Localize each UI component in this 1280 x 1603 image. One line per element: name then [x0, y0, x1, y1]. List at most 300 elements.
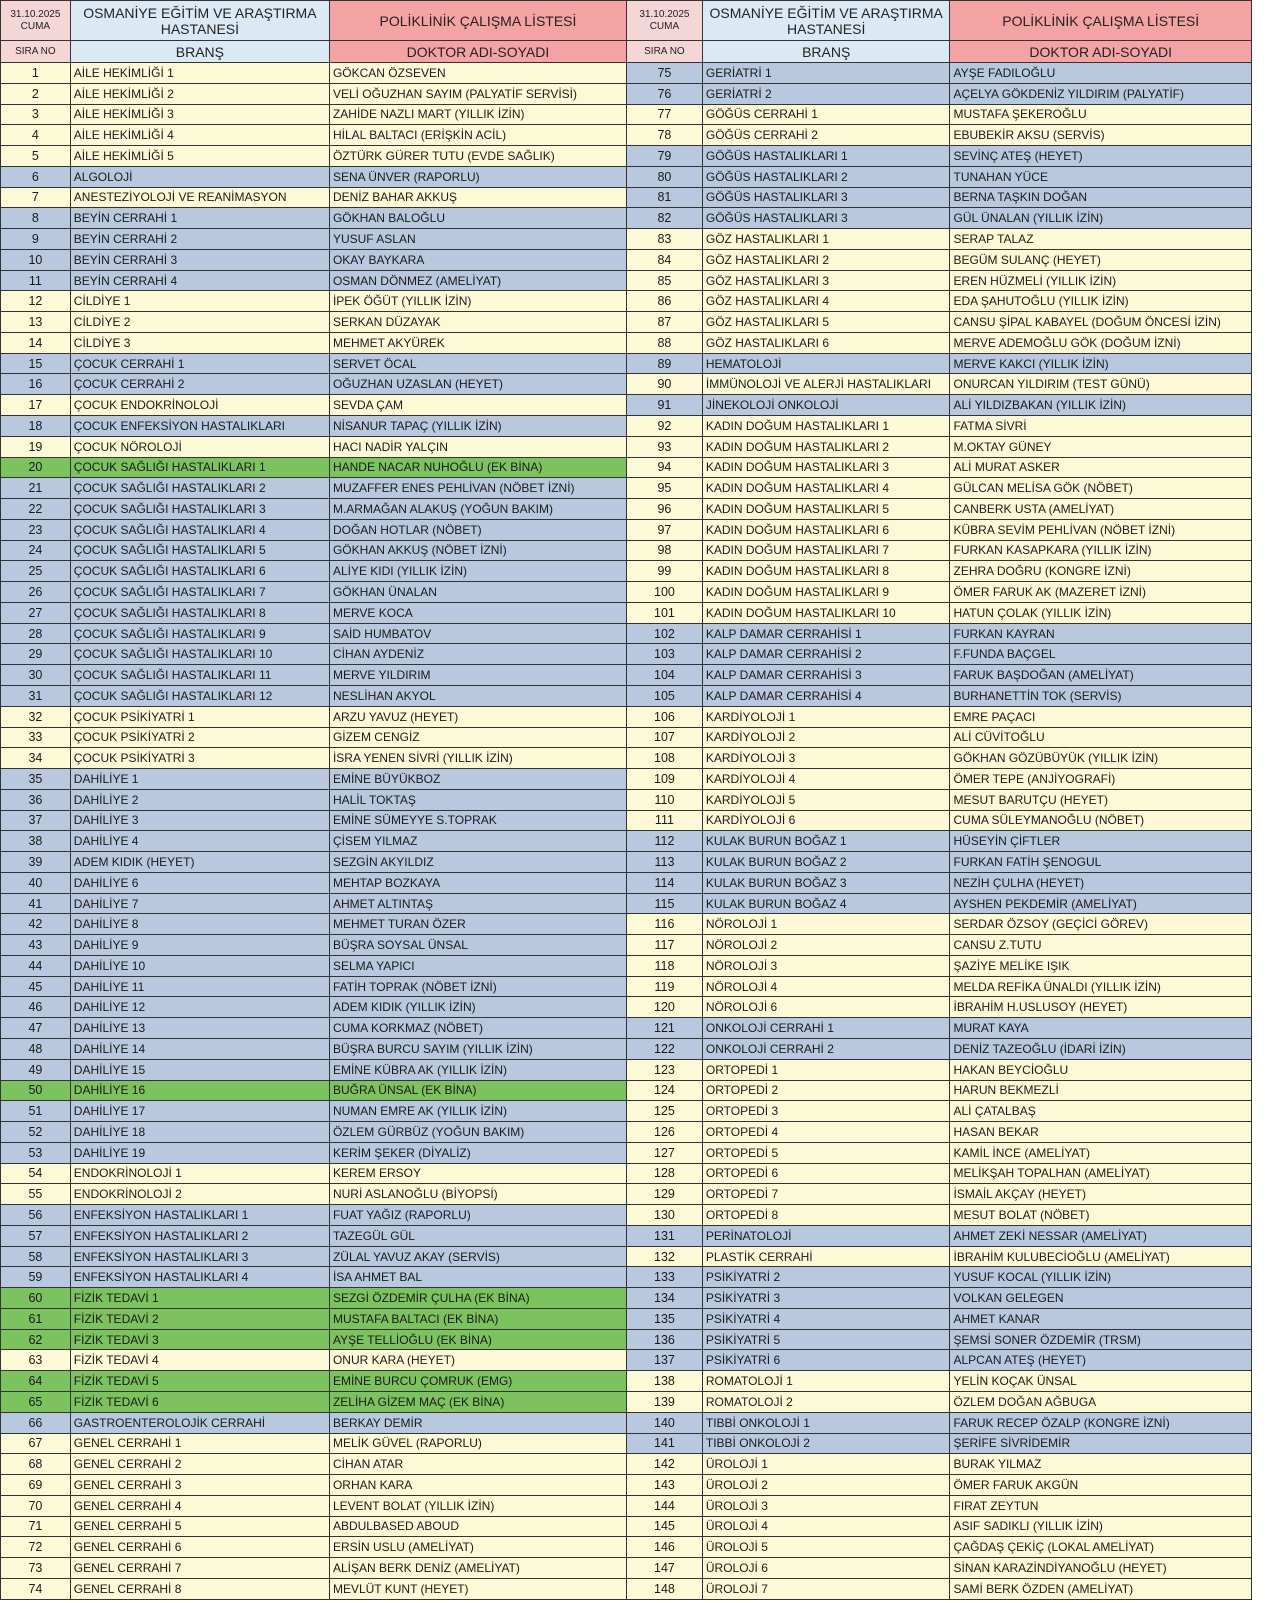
- branch-cell: ÇOCUK PSİKİYATRİ 3: [71, 748, 330, 768]
- row-number: 37: [1, 811, 71, 831]
- branch-cell: ÜROLOJİ 6: [703, 1558, 951, 1578]
- date-text: 31.10.2025: [639, 8, 690, 20]
- row-number: 118: [627, 956, 703, 976]
- branch-cell: ORTOPEDİ 1: [703, 1060, 951, 1080]
- row-number: 1: [1, 63, 71, 83]
- col-header-no: SIRA NO: [627, 41, 703, 62]
- table-row: [627, 1579, 1251, 1599]
- branch-cell: DAHİLİYE 19: [71, 1143, 330, 1163]
- branch-cell: GÖĞÜS HASTALIKLARI 1: [703, 146, 951, 166]
- doctor-cell: ZEHRA DOĞRU (KONGRE İZNİ): [953, 564, 1131, 579]
- branch-cell: KARDİYOLOJİ 1: [703, 707, 951, 727]
- row-number: 47: [1, 1018, 71, 1038]
- table-row: [1, 478, 626, 499]
- doctor-cell: ONUR KARA (HEYET): [332, 1353, 455, 1368]
- row-number: 56: [1, 1205, 71, 1225]
- row-number: 51: [1, 1101, 71, 1121]
- row-number: 80: [627, 167, 703, 187]
- table-row: [627, 146, 1251, 167]
- doctor-cell: AYŞE TELLİOĞLU (EK BİNA): [332, 1332, 492, 1347]
- table-row: [1, 977, 626, 998]
- branch-cell: FİZİK TEDAVİ 3: [71, 1330, 330, 1350]
- doctor-cell: İBRAHİM KULUBECİOĞLU (AMELİYAT): [953, 1249, 1170, 1264]
- row-number: 133: [627, 1267, 703, 1287]
- branch-cell: HEMATOLOJİ: [703, 354, 951, 374]
- table-row: [1, 1060, 626, 1081]
- branch-cell: ROMATOLOJİ 2: [703, 1392, 951, 1412]
- row-number: 140: [627, 1413, 703, 1433]
- row-number: 4: [1, 125, 71, 145]
- table-row: [627, 894, 1251, 915]
- branch-cell: GÖZ HASTALIKLARI 2: [703, 250, 951, 270]
- doctor-cell: GÖKHAN AKKUŞ (NÖBET İZNİ): [332, 543, 507, 558]
- table-row: [627, 312, 1251, 333]
- row-number: 11: [1, 271, 71, 291]
- branch-cell: ANESTEZİYOLOJİ VE REANİMASYON: [71, 188, 330, 208]
- doctor-cell: HANDE NACAR NUHOĞLU (EK BİNA): [332, 460, 543, 475]
- doctor-cell: GÖKCAN ÖZSEVEN: [332, 65, 446, 80]
- branch-cell: ÇOCUK SAĞLIĞI HASTALIKLARI 3: [71, 499, 330, 519]
- doctor-cell: MUZAFFER ENES PEHLİVAN (NÖBET İZNİ): [332, 481, 575, 496]
- column-header-row: [627, 41, 1251, 63]
- branch-cell: ENFEKSİYON HASTALIKLARI 1: [71, 1205, 330, 1225]
- table-row: [1, 541, 626, 562]
- branch-cell: GÖZ HASTALIKLARI 4: [703, 291, 951, 311]
- table-row: [627, 1309, 1251, 1330]
- row-number: 123: [627, 1060, 703, 1080]
- row-number: 101: [627, 603, 703, 623]
- branch-cell: ONKOLOJİ CERRAHİ 1: [703, 1018, 951, 1038]
- branch-cell: ALGOLOJİ: [71, 167, 330, 187]
- branch-cell: FİZİK TEDAVİ 1: [71, 1288, 330, 1308]
- branch-cell: DAHİLİYE 8: [71, 914, 330, 934]
- table-row: [1, 1517, 626, 1538]
- table-row: [1, 1164, 626, 1185]
- doctor-cell: MELİKŞAH TOPALHAN (AMELİYAT): [953, 1166, 1150, 1181]
- branch-cell: BEYİN CERRAHİ 1: [71, 208, 330, 228]
- table-row: [1, 1143, 626, 1164]
- branch-cell: KARDİYOLOJİ 3: [703, 748, 951, 768]
- row-number: 126: [627, 1122, 703, 1142]
- row-number: 44: [1, 956, 71, 976]
- table-row: [627, 873, 1251, 894]
- table-row: [1, 84, 626, 105]
- branch-cell: ÇOCUK SAĞLIĞI HASTALIKLARI 12: [71, 686, 330, 706]
- table-row: [1, 1330, 626, 1351]
- row-number: 112: [627, 831, 703, 851]
- doctor-cell: MURAT KAYA: [953, 1021, 1029, 1036]
- table-row: [1, 1101, 626, 1122]
- row-number: 114: [627, 873, 703, 893]
- row-number: 69: [1, 1475, 71, 1495]
- row-number: 27: [1, 603, 71, 623]
- table-row: [627, 707, 1251, 728]
- branch-cell: PSİKİYATRİ 6: [703, 1350, 951, 1370]
- table-row: [1, 1496, 626, 1517]
- branch-cell: ÇOCUK CERRAHİ 2: [71, 374, 330, 394]
- row-number: 22: [1, 499, 71, 519]
- branch-cell: AİLE HEKİMLİĞİ 2: [71, 84, 330, 104]
- row-number: 120: [627, 997, 703, 1017]
- doctor-cell: ALPCAN ATEŞ (HEYET): [953, 1353, 1086, 1368]
- table-row: [1, 624, 626, 645]
- doctor-cell: GÖKHAN BALOĞLU: [332, 211, 445, 226]
- doctor-cell: GÜLCAN MELİSA GÖK (NÖBET): [953, 481, 1133, 496]
- row-number: 43: [1, 935, 71, 955]
- branch-cell: ADEM KIDIK (HEYET): [71, 852, 330, 872]
- row-number: 70: [1, 1496, 71, 1516]
- branch-cell: GENEL CERRAHİ 5: [71, 1517, 330, 1537]
- doctor-cell: AHMET ZEKİ NESSAR (AMELİYAT): [953, 1228, 1147, 1243]
- table-row: [627, 374, 1251, 395]
- doctor-cell: HARUN BEKMEZLİ: [953, 1083, 1059, 1098]
- row-number: 30: [1, 665, 71, 685]
- row-number: 75: [627, 63, 703, 83]
- row-number: 54: [1, 1164, 71, 1184]
- left-rows: [1, 63, 626, 1599]
- row-number: 76: [627, 84, 703, 104]
- branch-cell: DAHİLİYE 11: [71, 977, 330, 997]
- row-number: 15: [1, 354, 71, 374]
- row-number: 29: [1, 644, 71, 664]
- row-number: 42: [1, 914, 71, 934]
- branch-cell: GENEL CERRAHİ 6: [71, 1537, 330, 1557]
- branch-cell: ÜROLOJİ 1: [703, 1454, 951, 1474]
- row-number: 35: [1, 769, 71, 789]
- table-row: [1, 728, 626, 749]
- table-row: [1, 644, 626, 665]
- table-row: [627, 665, 1251, 686]
- row-number: 130: [627, 1205, 703, 1225]
- branch-cell: ÇOCUK PSİKİYATRİ 2: [71, 728, 330, 748]
- row-number: 111: [627, 811, 703, 831]
- branch-cell: BEYİN CERRAHİ 3: [71, 250, 330, 270]
- table-row: [1, 395, 626, 416]
- row-number: 28: [1, 624, 71, 644]
- doctor-cell: HASAN BEKAR: [953, 1124, 1039, 1139]
- branch-cell: ÇOCUK SAĞLIĞI HASTALIKLARI 4: [71, 520, 330, 540]
- branch-cell: ÇOCUK SAĞLIĞI HASTALIKLARI 11: [71, 665, 330, 685]
- branch-cell: GERİATRİ 1: [703, 63, 951, 83]
- branch-cell: ORTOPEDİ 7: [703, 1184, 951, 1204]
- branch-cell: KARDİYOLOJİ 2: [703, 728, 951, 748]
- table-row: [1, 105, 626, 126]
- table-row: [627, 499, 1251, 520]
- table-row: [1, 354, 626, 375]
- row-number: 13: [1, 312, 71, 332]
- doctor-cell: YELİN KOÇAK ÜNSAL: [953, 1374, 1077, 1389]
- table-row: [1, 1081, 626, 1102]
- table-row: [627, 1226, 1251, 1247]
- col-header-doctor: DOKTOR ADI-SOYADI: [330, 41, 626, 62]
- branch-cell: DAHİLİYE 16: [71, 1081, 330, 1101]
- table-row: [1, 997, 626, 1018]
- row-number: 2: [1, 84, 71, 104]
- doctor-cell: SERDAR ÖZSOY (GEÇİCİ GÖREV): [953, 917, 1148, 932]
- table-row: [627, 208, 1251, 229]
- doctor-cell: AYSHEN PEKDEMİR (AMELİYAT): [953, 896, 1137, 911]
- branch-cell: KADIN DOĞUM HASTALIKLARI 8: [703, 561, 951, 581]
- doctor-cell: ABDULBASED ABOUD: [332, 1519, 459, 1534]
- table-row: [627, 686, 1251, 707]
- branch-cell: KULAK BURUN BOĞAZ 4: [703, 894, 951, 914]
- table-row: [1, 894, 626, 915]
- branch-cell: ORTOPEDİ 8: [703, 1205, 951, 1225]
- table-row: [1, 291, 626, 312]
- doctor-cell: FIRAT ZEYTUN: [953, 1498, 1039, 1513]
- table-row: [627, 1060, 1251, 1081]
- doctor-cell: SİNAN KARAZİNDİYANOĞLU (HEYET): [953, 1561, 1167, 1575]
- doctor-cell: OKAY BAYKARA: [332, 252, 425, 267]
- table-row: [1, 250, 626, 271]
- table-row: [627, 1537, 1251, 1558]
- row-number: 141: [627, 1434, 703, 1454]
- row-number: 79: [627, 146, 703, 166]
- table-row: [1, 603, 626, 624]
- doctor-cell: EBUBEKİR AKSU (SERVİS): [953, 128, 1105, 143]
- table-row: [627, 229, 1251, 250]
- branch-cell: ENDOKRİNOLOJİ 1: [71, 1164, 330, 1184]
- branch-cell: NÖROLOJİ 3: [703, 956, 951, 976]
- table-row: [1, 146, 626, 167]
- col-header-branch: BRANŞ: [71, 41, 330, 62]
- branch-cell: GENEL CERRAHİ 4: [71, 1496, 330, 1516]
- list-title: POLİKLİNİK ÇALIŞMA LİSTESİ: [330, 1, 626, 40]
- doctor-cell: ŞERİFE SİVRİDEMİR: [953, 1436, 1071, 1451]
- branch-cell: KALP DAMAR CERRAHİSİ 3: [703, 665, 951, 685]
- doctor-cell: AHMET ALTINTAŞ: [332, 896, 433, 911]
- branch-cell: CİLDİYE 2: [71, 312, 330, 332]
- doctor-cell: FARUK RECEP ÖZALP (KONGRE İZNİ): [953, 1415, 1170, 1430]
- row-number: 3: [1, 105, 71, 125]
- branch-cell: GÖĞÜS CERRAHİ 1: [703, 105, 951, 125]
- branch-cell: DAHİLİYE 15: [71, 1060, 330, 1080]
- row-number: 108: [627, 748, 703, 768]
- branch-cell: ÇOCUK SAĞLIĞI HASTALIKLARI 7: [71, 582, 330, 602]
- row-number: 86: [627, 291, 703, 311]
- doctor-cell: NURİ ASLANOĞLU (BİYOPSİ): [332, 1187, 498, 1202]
- row-number: 77: [627, 105, 703, 125]
- row-number: 117: [627, 935, 703, 955]
- table-row: [627, 437, 1251, 458]
- row-number: 136: [627, 1330, 703, 1350]
- branch-cell: DAHİLİYE 12: [71, 997, 330, 1017]
- row-number: 38: [1, 831, 71, 851]
- doctor-cell: AHMET KANAR: [953, 1311, 1040, 1326]
- row-number: 50: [1, 1081, 71, 1101]
- table-row: [1, 1267, 626, 1288]
- table-row: [1, 769, 626, 790]
- row-number: 20: [1, 458, 71, 478]
- col-header-no: SIRA NO: [1, 41, 71, 62]
- table-row: [627, 1267, 1251, 1288]
- branch-cell: İMMÜNOLOJİ VE ALERJİ HASTALIKLARI: [703, 374, 951, 394]
- doctor-cell: SAMİ BERK ÖZDEN (AMELİYAT): [953, 1581, 1134, 1596]
- table-row: [627, 271, 1251, 292]
- doctor-cell: EMİNE BÜYÜKBOZ: [332, 771, 441, 786]
- table-row: [627, 1039, 1251, 1060]
- doctor-cell: İPEK ÖĞÜT (YILLIK İZİN): [332, 294, 472, 309]
- doctor-cell: SERVET ÖCAL: [332, 356, 417, 371]
- doctor-cell: MERVE KOCA: [332, 605, 413, 620]
- branch-cell: ORTOPEDİ 6: [703, 1164, 951, 1184]
- doctor-cell: HACI NADİR YALÇIN: [332, 439, 448, 454]
- branch-cell: KARDİYOLOJİ 5: [703, 790, 951, 810]
- doctor-cell: MERVE ADEMOĞLU GÖK (DOĞUM İZNİ): [953, 335, 1181, 350]
- table-row: [1, 1454, 626, 1475]
- right-table: [627, 0, 1252, 1600]
- branch-cell: ÇOCUK SAĞLIĞI HASTALIKLARI 5: [71, 541, 330, 561]
- doctor-cell: SERKAN DÜZAYAK: [332, 315, 441, 330]
- table-row: [627, 291, 1251, 312]
- branch-cell: AİLE HEKİMLİĞİ 1: [71, 63, 330, 83]
- table-row: [1, 748, 626, 769]
- row-number: 71: [1, 1517, 71, 1537]
- branch-cell: ENDOKRİNOLOJİ 2: [71, 1184, 330, 1204]
- doctor-cell: BÜŞRA BURCU SAYIM (YILLIK İZİN): [332, 1041, 533, 1056]
- branch-cell: JİNEKOLOJİ ONKOLOJİ: [703, 395, 951, 415]
- table-row: [627, 1496, 1251, 1517]
- branch-cell: DAHİLİYE 1: [71, 769, 330, 789]
- left-table: [0, 0, 627, 1600]
- doctor-cell: ONURCAN YILDIRIM (TEST GÜNÜ): [953, 377, 1150, 392]
- table-row: [627, 935, 1251, 956]
- row-number: 90: [627, 374, 703, 394]
- title-row: [627, 1, 1251, 41]
- doctor-cell: CİHAN AYDENİZ: [332, 647, 425, 662]
- table-row: [1, 686, 626, 707]
- doctor-cell: ORHAN KARA: [332, 1477, 413, 1492]
- row-number: 26: [1, 582, 71, 602]
- row-number: 34: [1, 748, 71, 768]
- table-row: [1, 831, 626, 852]
- doctor-cell: FATİH TOPRAK (NÖBET İZNİ): [332, 979, 497, 994]
- branch-cell: GENEL CERRAHİ 8: [71, 1579, 330, 1599]
- table-row: [1, 167, 626, 188]
- table-row: [627, 1434, 1251, 1455]
- table-row: [1, 1475, 626, 1496]
- table-row: [1, 125, 626, 146]
- date-text: 31.10.2025: [10, 8, 61, 20]
- doctor-cell: AYŞE FADILOĞLU: [953, 65, 1056, 80]
- table-row: [1, 1288, 626, 1309]
- table-row: [627, 1454, 1251, 1475]
- branch-cell: KADIN DOĞUM HASTALIKLARI 3: [703, 458, 951, 478]
- row-number: 78: [627, 125, 703, 145]
- doctor-cell: ÖMER TEPE (ANJİYOGRAFİ): [953, 771, 1116, 786]
- doctor-cell: M.OKTAY GÜNEY: [953, 439, 1052, 454]
- doctor-cell: LEVENT BOLAT (YILLIK İZİN): [332, 1498, 495, 1513]
- doctor-cell: FURKAN KASAPKARA (YILLIK İZİN): [953, 543, 1152, 558]
- table-row: [627, 1413, 1251, 1434]
- branch-cell: CİLDİYE 3: [71, 333, 330, 353]
- row-number: 18: [1, 416, 71, 436]
- doctor-cell: ÖMER FARUK AK (MAZERET İZNİ): [953, 585, 1146, 600]
- row-number: 33: [1, 728, 71, 748]
- table-row: [627, 790, 1251, 811]
- branch-cell: GÖĞÜS HASTALIKLARI 3: [703, 208, 951, 228]
- doctor-cell: HÜSEYİN ÇİFTLER: [953, 834, 1061, 849]
- branch-cell: NÖROLOJİ 1: [703, 914, 951, 934]
- branch-cell: DAHİLİYE 3: [71, 811, 330, 831]
- row-number: 107: [627, 728, 703, 748]
- doctor-cell: SEVİNÇ ATEŞ (HEYET): [953, 148, 1083, 163]
- row-number: 103: [627, 644, 703, 664]
- doctor-cell: CUMA KORKMAZ (NÖBET): [332, 1021, 483, 1036]
- table-row: [627, 478, 1251, 499]
- table-row: [627, 1184, 1251, 1205]
- row-number: 144: [627, 1496, 703, 1516]
- date-cell: [1, 1, 71, 40]
- table-row: [627, 603, 1251, 624]
- row-number: 124: [627, 1081, 703, 1101]
- table-row: [627, 1371, 1251, 1392]
- branch-cell: ÇOCUK CERRAHİ 1: [71, 354, 330, 374]
- doctor-cell: BERNA TAŞKIN DOĞAN: [953, 190, 1088, 205]
- table-row: [627, 1330, 1251, 1351]
- branch-cell: KADIN DOĞUM HASTALIKLARI 2: [703, 437, 951, 457]
- table-row: [627, 1392, 1251, 1413]
- table-row: [627, 395, 1251, 416]
- doctor-cell: ZÜLAL YAVUZ AKAY (SERVİS): [332, 1249, 500, 1264]
- title-row: [1, 1, 626, 41]
- row-number: 121: [627, 1018, 703, 1038]
- row-number: 93: [627, 437, 703, 457]
- row-number: 115: [627, 894, 703, 914]
- doctor-cell: EMRE PAÇACI: [953, 709, 1036, 724]
- row-number: 128: [627, 1164, 703, 1184]
- doctor-cell: MESUT BOLAT (NÖBET): [953, 1207, 1090, 1222]
- branch-cell: KULAK BURUN BOĞAZ 3: [703, 873, 951, 893]
- doctor-cell: BUĞRA ÜNSAL (EK BİNA): [332, 1083, 477, 1098]
- row-number: 64: [1, 1371, 71, 1391]
- branch-cell: ÇOCUK ENFEKSİYON HASTALIKLARI: [71, 416, 330, 436]
- branch-cell: BEYİN CERRAHİ 4: [71, 271, 330, 291]
- row-number: 19: [1, 437, 71, 457]
- doctor-cell: KEREM ERSOY: [332, 1166, 421, 1181]
- doctor-cell: F.FUNDA BAÇGEL: [953, 647, 1056, 662]
- branch-cell: KADIN DOĞUM HASTALIKLARI 10: [703, 603, 951, 623]
- row-number: 87: [627, 312, 703, 332]
- branch-cell: ÜROLOJİ 7: [703, 1579, 951, 1599]
- doctor-cell: MERVE KAKCI (YILLIK İZİN): [953, 356, 1109, 371]
- table-row: [627, 250, 1251, 271]
- table-row: [627, 1350, 1251, 1371]
- row-number: 62: [1, 1330, 71, 1350]
- table-row: [627, 1018, 1251, 1039]
- table-row: [1, 1371, 626, 1392]
- doctor-cell: NUMAN EMRE AK (YILLIK İZİN): [332, 1104, 507, 1119]
- branch-cell: ÇOCUK SAĞLIĞI HASTALIKLARI 9: [71, 624, 330, 644]
- doctor-cell: CANSU Z.TUTU: [953, 938, 1042, 953]
- doctor-cell: ALİ ÇATALBAŞ: [953, 1104, 1036, 1119]
- branch-cell: KADIN DOĞUM HASTALIKLARI 9: [703, 582, 951, 602]
- branch-cell: ORTOPEDİ 4: [703, 1122, 951, 1142]
- doctor-cell: YUSUF KOCAL (YILLIK İZİN): [953, 1270, 1112, 1285]
- table-row: [1, 1122, 626, 1143]
- row-number: 68: [1, 1454, 71, 1474]
- branch-cell: ÜROLOJİ 4: [703, 1517, 951, 1537]
- table-row: [627, 188, 1251, 209]
- branch-cell: PSİKİYATRİ 5: [703, 1330, 951, 1350]
- row-number: 39: [1, 852, 71, 872]
- table-row: [1, 499, 626, 520]
- row-number: 148: [627, 1579, 703, 1599]
- doctor-cell: DENİZ TAZEOĞLU (İDARİ İZİN): [953, 1041, 1126, 1056]
- branch-cell: GERİATRİ 2: [703, 84, 951, 104]
- doctor-cell: HALİL TOKTAŞ: [332, 792, 416, 807]
- table-row: [627, 852, 1251, 873]
